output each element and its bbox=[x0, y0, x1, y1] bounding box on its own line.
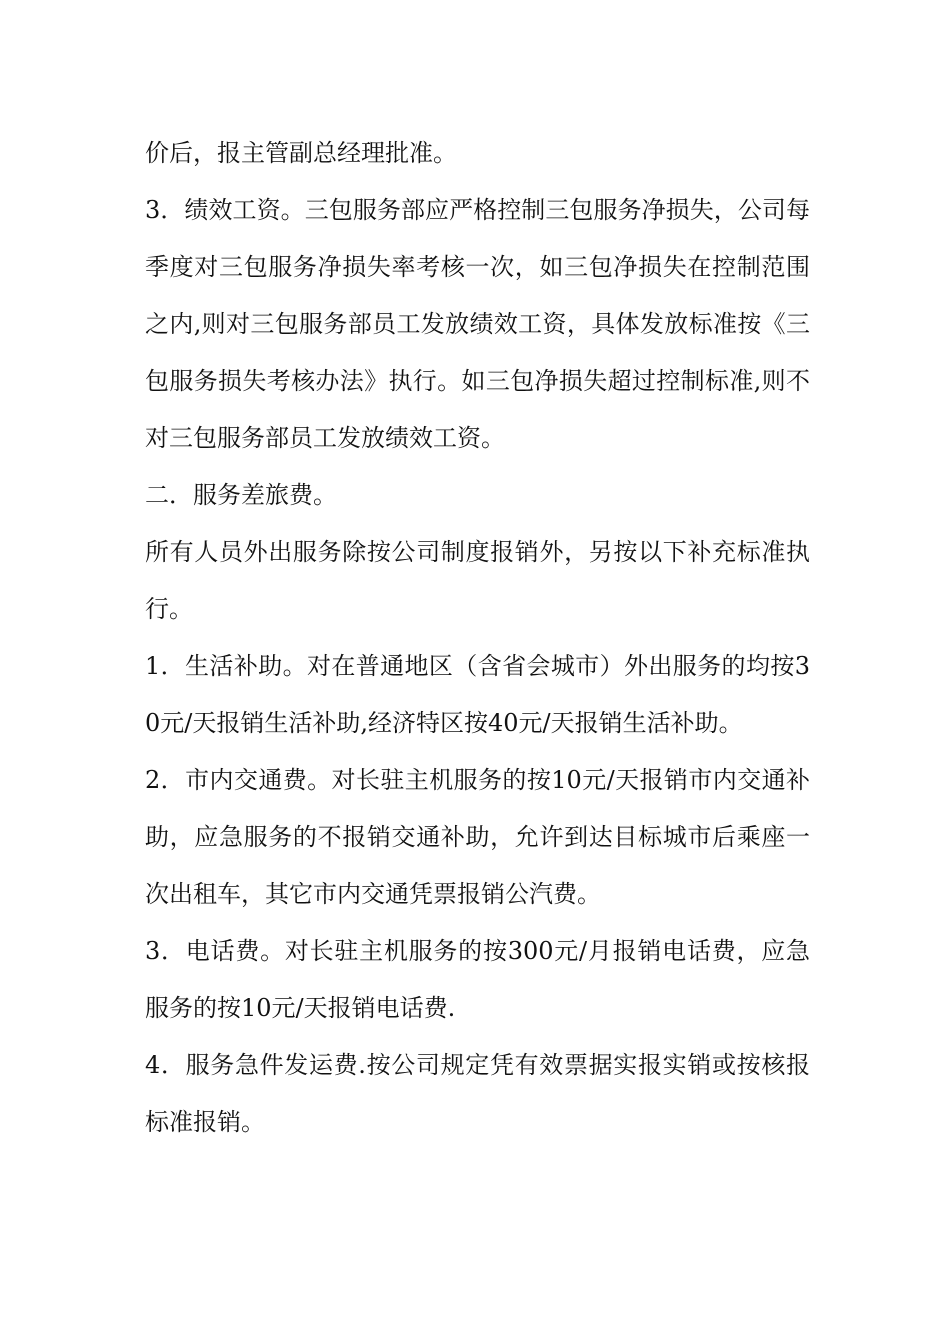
section-heading-travel-expenses: 二．服务差旅费。 bbox=[145, 481, 337, 509]
paragraph-living-allowance: 1．生活补助。对在普通地区（含省会城市）外出服务的均按30元/天报销生活补助,经济特区按40元/天报销生活补助。 bbox=[145, 652, 810, 737]
paragraph-performance-pay: 3．绩效工资。三包服务部应严格控制三包服务净损失，公司每季度对三包服务净损失率考核一次，如三包净损失在控制范围之内,则对三包服务部员工发放绩效工资，具体发放标准按《三包服务损失考核办法》执行。如三包净损失超过控制标准,则不对三包服务部员工发放绩效工资。 bbox=[145, 196, 810, 452]
paragraph-approval-continuation: 价后，报主管副总经理批准。 bbox=[145, 139, 457, 167]
document-body bbox=[145, 125, 810, 1151]
paragraph-phone-expenses: 3．电话费。对长驻主机服务的按300元/月报销电话费，应急服务的按10元/天报销电话费. bbox=[145, 937, 810, 1022]
paragraph-local-transport: 2．市内交通费。对长驻主机服务的按10元/天报销市内交通补助，应急服务的不报销交通补助，允许到达目标城市后乘座一次出租车，其它市内交通凭票报销公汽费。 bbox=[145, 766, 810, 908]
paragraph-travel-intro: 所有人员外出服务除按公司制度报销外，另按以下补充标准执行。 bbox=[145, 538, 810, 623]
paragraph-urgent-shipping: 4．服务急件发运费.按公司规定凭有效票据实报实销或按核报标准报销。 bbox=[145, 1051, 810, 1136]
